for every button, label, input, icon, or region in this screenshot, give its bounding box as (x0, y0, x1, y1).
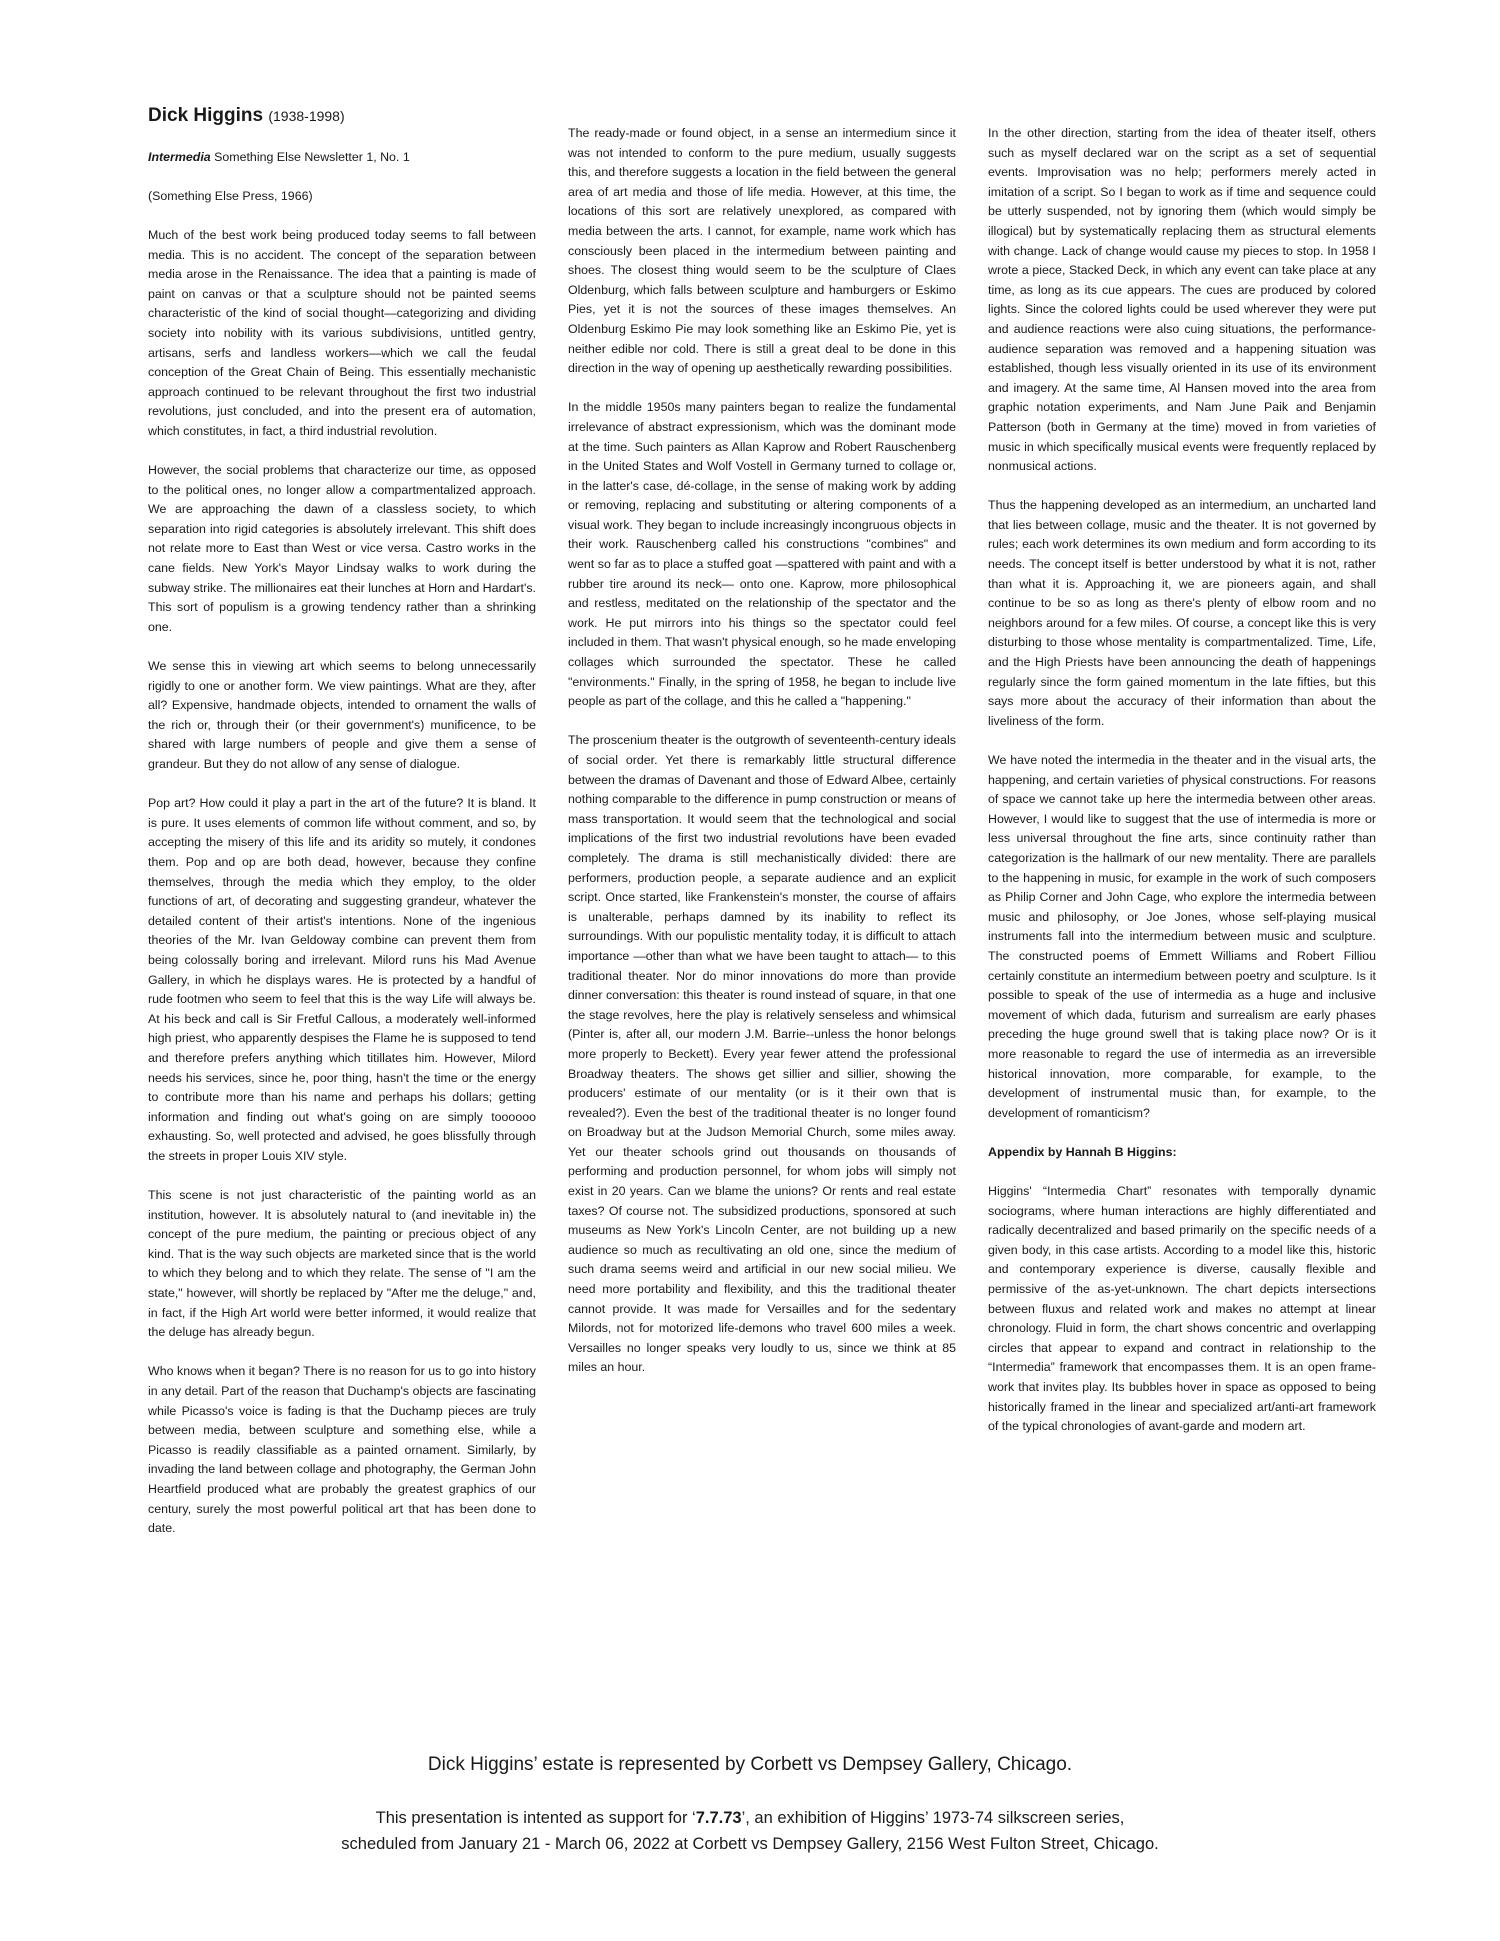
author-name: Dick Higgins (148, 105, 264, 126)
estate-note: Dick Higgins’ estate is represented by Corbett vs Dempsey Gallery, Chicago. (427, 1754, 1073, 1775)
exhibition-note-suffix: ’, an exhibition of Higgins’ 1973-74 silkscreen series, (741, 1809, 1125, 1827)
author-dates: (1938-1998) (268, 108, 345, 124)
paragraph: However, the social problems that characterize our time, as opposed to the political ones, no longer allow a compartmentalized approach. We are approaching the dawn of a classless society, to which separation into rigid categories is absolutely irrelevant. This shift does not relate more to East than West or vice versa. Castro works in the cane fields. New York's Mayor Lindsay walks to work during the subway strike. The millionaires eat their lunches at Horn and Hardart's. This sort of populism is a growing tendency rather than a shrinking one. (148, 463, 536, 634)
paragraph: Pop art? How could it play a part in the art of the future? It is bland. It is pure. It uses elements of common life without comment, and so, by accepting the misery of this life and its aridity so mutely, it condones them. Pop and op are both dead, however, because they confine themselves, through the media which they employ, to the older functions of art, of decorating and suggesting grandeur, whatever the detailed content of their artist's intentions. None of the ingenious theories of the Mr. Ivan Geldoway combine can prevent them from being colossally boring and irrelevant. Milord runs his Mad Avenue Gallery, in which he displays wares. He is protected by a handful of rude footmen who seem to feel that this is the way Life will always be. At his beck and call is Sir Fretful Callous, a moderately well-informed high priest, who apparently despises the Flame he is supposed to tend and therefore prefers anything which titillates him. However, Milord needs his services, since he, poor thing, hasn't the time or the energy to contribute more than his name and perhaps his dollars; getting information and finding out what's going on are simply toooooo exhausting. So, well protected and advised, he goes blissfully through the streets in proper Louis XIV style. (148, 796, 536, 1163)
paragraph: We have noted the intermedia in the theater and in the visual arts, the happening, and certain varieties of physical constructions. For reasons of space we cannot take up here the intermedia between other areas. However, I would like to suggest that the use of intermedia is more or less universal throughout the fine arts, since continuity rather than categorization is the hallmark of our new mentality. There are parallels to the happening in music, for example in the work of such composers as Philip Corner and John Cage, who explore the intermedia between music and philosophy, or Joe Jones, whose self-playing musical instruments fall into the intermedium between music and sculpture. The constructed poems of Emmett Williams and Robert Filliou certainly constitute an intermedium between poetry and sculpture. Is it possible to speak of the use of intermedia as a huge and inclusive movement of which dada, futurism and surrealism are early phases preceding the huge ground swell that is taking place now? Or is it more reasonable to regard the use of intermedia as an irreversible historical innovation, more comparable, for example, to the development of instrumental music than, for example, to the development of romanticism? (988, 753, 1376, 1120)
column-1 (148, 104, 536, 1558)
publisher-line: (Something Else Press, 1966) (148, 188, 313, 203)
appendix-heading: Appendix by Hannah B Higgins: (988, 1144, 1177, 1159)
publication-info (148, 148, 536, 207)
exhibition-title: 7.7.73 (695, 1809, 742, 1827)
paragraph: In the middle 1950s many painters began to realize the fundamental irrelevance of abstract expressionism, which was the dominant mode at the time. Such painters as Allan Kaprow and Robert Rauschenberg in the United States and Wolf Vostell in Germany turned to collage or, in the latter's case, dé-collage, in the sense of making work by adding or removing, replacing and substituting or altering components of a visual work. They began to include increasingly incongruous objects in their work. Rauschenberg called his constructions "combines" and went so far as to place a stuffed goat —spattered with paint and with a rubber tire around its neck— onto one. Kaprow, more philosophical and restless, meditated on the relationship of the spectator and the work. He put mirrors into his things so the spectator could feel included in them. That wasn't physical enough, so he made enveloping collages which surrounded the spectator. These he called "environments." Finally, in the spring of 1958, he began to include live people as part of the collage, and this he called a "happening." (568, 400, 956, 709)
publication-line (148, 148, 536, 168)
exhibition-note-prefix: This presentation is intented as support for ‘ (375, 1809, 696, 1827)
publication-name: Something Else Newsletter 1, No. 1 (214, 149, 410, 164)
paragraph: The proscenium theater is the outgrowth of seventeenth-century ideals of social order. Yet there is remarkably little structural difference between the dramas of Davenant and those of Edward Albee, certainly nothing comparable to the difference in pump construction or means of mass transportation. It would seem that the technological and social implications of the first two industrial revolutions have been evaded completely. The drama is still mechanistically divided: there are performers, production people, a separate audience and an explicit script. Once started, like Frankenstein's monster, the course of affairs is unalterable, perhaps damned by its inability to reflect its surroundings. With our populistic mentality today, it is difficult to attach importance —other than what we have been taught to attach— to this traditional theater. Nor do minor innovations do more than provide dinner conversation: this theater is round instead of square, in that one the stage revolves, here the play is relatively senseless and whimsical (Pinter is, after all, our modern J.M. Barrie--unless the honor belongs more properly to Beckett). Every year fewer attend the professional Broadway theaters. The shows get sillier and sillier, showing the producers' estimate of our mentality (or is it their own that is revealed?). Even the best of the traditional theater is no longer found on Broadway but at the Judson Memorial Church, some miles away. Yet our theater schools grind out thousands on thousands of performing and production personnel, for whom jobs will simply not exist in 20 years. Can we blame the unions? Or rents and real estate taxes? Of course not. The subsidized productions, sponsored at such museums as New York's Lincoln Center, are not building up a new audience so much as recultivating an old one, since the medium of such drama seems weird and artificial in our new social milieu. We need more portability and flexibility, and this the traditional theater cannot provide. It was made for Versailles and for the sedentary Milords, not for motorized life-demons who travel 600 miles a week. Versailles no longer speaks very loudly to us, since we think at 85 miles an hour. (568, 733, 956, 1375)
paragraph: We sense this in viewing art which seems to belong unnecessarily rigidly to one or another form. We view paintings. What are they, after all? Expensive, handmade objects, intended to ornament the walls of the rich or, through their (or their government's) munificence, to be shared with large numbers of people and give them a sense of grandeur. But they do not allow of any sense of dialogue. (148, 659, 536, 771)
paragraph: This scene is not just characteristic of the painting world as an institution, however. It is absolutely natural to (and inevitable in) the concept of the pure medium, the painting or precious object of any kind. That is the way such objects are marketed since that is the world to which they belong and to which they relate. The sense of "I am the state," however, will shortly be replaced by "After me the deluge," and, in fact, if the High Art world were better informed, it would realize that the deluge has already begun. (148, 1188, 536, 1340)
paragraph: In the other direction, starting from the idea of theater itself, others such as myself declared war on the script as a set of sequential events. Improvisation was no help; performers merely acted in imitation of a script. So I began to work as if time and sequence could be utterly suspended, not by ignoring them (which would simply be illogical) but by systematically replacing them as structural elements with change. Lack of change would cause my pieces to stop. In 1958 I wrote a piece, Stacked Deck, in which any event can take place at any time, as long as its cue appears. The cues are produced by colored lights. Since the colored lights could be used wherever they were put and audience reactions were also cuing situations, the performance-audience separation was removed and a happening situation was established, though less visually oriented in its use of its environment and imagery. At the same time, Al Hansen moved into the area from graphic notation experiments, and Nam June Paik and Benjamin Patterson (both in Germany at the time) moved in from varieties of music in which specifically musical events were frequently replaced by nonmusical actions. (988, 126, 1376, 474)
paragraph: Who knows when it began? There is no reason for us to go into history in any detail. Part of the reason that Duchamp's objects are fascinating while Picasso's voice is fading is that the Duchamp pieces are truly between media, between sculpture and something else, while a Picasso is readily classifiable as a painted ornament. Similarly, by invading the land between collage and photography, the German John Heartfield produced what are probably the greatest graphics of our century, surely the most powerful political art that has been done to date. (148, 1364, 536, 1536)
exhibition-note (0, 1805, 1500, 1857)
work-title: Intermedia (148, 149, 211, 164)
appendix-paragraph: Higgins' “Intermedia Chart” resonates with temporally dynamic sociograms, where human interactions are highly differentiated and radically decentralized and based primarily on the specific needs of a given body, in this case artists. According to a model like this, historic and contemporary experience is diverse, causally flexible and permissive of the as-yet-unknown. The chart depicts intersections between fluxus and related work and makes no attempt at linear chronology. Fluid in form, the chart shows concentric and overlapping circles that appear to expand and contract in relationship to the “Intermedia” framework that encompasses them. It is an open frame-work that invites play. Its bubbles hover in space as opposed to being historically framed in the linear and specialized art/anti-art framework of the typical chronologies of avant-garde and modern art. (988, 1184, 1376, 1434)
column-3 (988, 124, 1376, 1456)
article-title (148, 104, 536, 128)
exhibition-schedule: scheduled from January 21 - March 06, 2022 at Corbett vs Dempsey Gallery, 2156 West Fulton Street, Chicago. (341, 1835, 1159, 1853)
paragraph: Much of the best work being produced today seems to fall between media. This is no accident. The concept of the separation between media arose in the Renaissance. The idea that a painting is made of paint on canvas or that a sculpture should not be painted seems characteristic of the kind of social thought—categorizing and dividing society into nobility with its various subdivisions, untitled gentry, artisans, serfs and landless workers—which we call the feudal conception of the Great Chain of Being. This essentially mechanistic approach continued to be relevant throughout the first two industrial revolutions, just concluded, and into the present era of automation, which constitutes, in fact, a third industrial revolution. (148, 227, 536, 438)
column-2 (568, 124, 956, 1398)
paragraph: The ready-made or found object, in a sense an intermedium since it was not intended to conform to the pure medium, usually suggests this, and therefore suggests a location in the field between the general area of art media and those of life media. However, at this time, the locations of this sort are relatively unexplored, as compared with media between the arts. I cannot, for example, name work which has consciously been placed in the intermedium between painting and shoes. The closest thing would seem to be the sculpture of Claes Oldenburg, which falls between sculpture and hamburgers or Eskimo Pies, yet it is not the sources of these images themselves. An Oldenburg Eskimo Pie may look something like an Eskimo Pie, yet is neither edible nor cold. There is still a great deal to be done in this direction in the way of opening up aesthetically rewarding possibilities. (568, 126, 956, 376)
paragraph: Thus the happening developed as an intermedium, an uncharted land that lies between collage, music and the theater. It is not governed by rules; each work determines its own medium and form according to its needs. The concept itself is better understood by what it is not, rather than what it is. Approaching it, we are pioneers again, and shall continue to be so as long as there's plenty of elbow room and no neighbors around for a few miles. Of course, a concept like this is very disturbing to those whose mentality is compartmentalized. Time, Life, and the High Priests have been announcing the death of happenings regularly since the form gained momentum in the late fifties, but this says more about the accuracy of their information than about the liveliness of the form. (988, 498, 1376, 728)
